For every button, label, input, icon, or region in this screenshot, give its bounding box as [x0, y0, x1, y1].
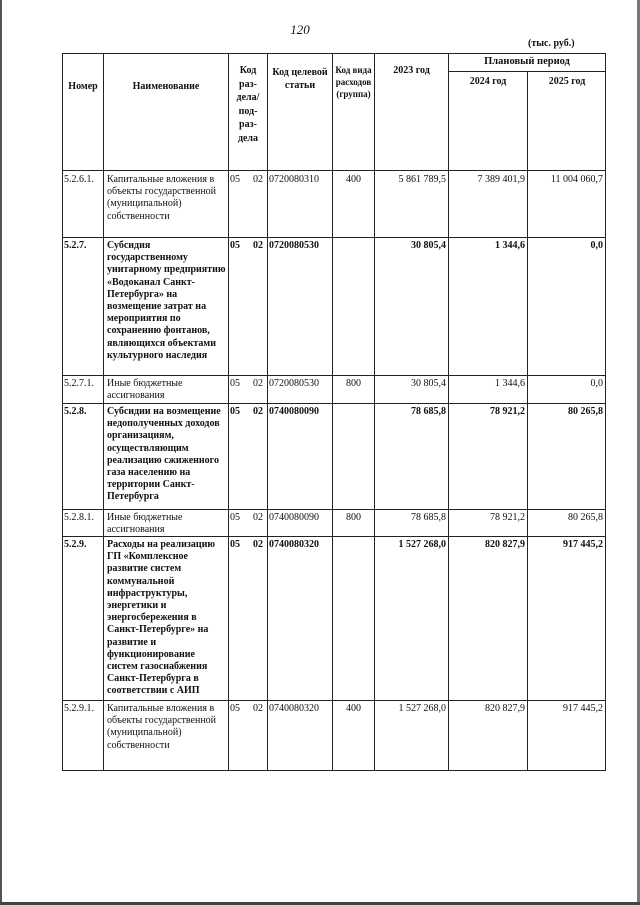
- cell-num: 5.2.6.1.: [64, 174, 94, 185]
- cell-v2025: 0,0: [590, 378, 603, 389]
- cell-v2023: 30 805,4: [411, 240, 446, 251]
- cell-sec: 05: [230, 539, 240, 550]
- cell-v2024: 820 827,9: [485, 703, 525, 714]
- cell-name: Иные бюджетные ассигнования: [107, 378, 183, 402]
- cell-num: 5.2.7.: [64, 240, 87, 251]
- row-separator: [62, 237, 606, 238]
- col-border-4: [332, 53, 333, 771]
- row-separator: [62, 375, 606, 376]
- cell-v2025: 80 265,8: [568, 406, 603, 417]
- cell-v2023: 1 527 268,0: [398, 703, 446, 714]
- cell-v2024: 78 921,2: [490, 406, 525, 417]
- header-2025: 2025 год: [548, 76, 586, 87]
- cell-v2025: 11 004 060,7: [550, 174, 603, 185]
- cell-sub: 02: [253, 539, 263, 550]
- cell-v2024: 78 921,2: [490, 512, 525, 523]
- cell-num: 5.2.7.1.: [64, 378, 94, 389]
- row-separator: [62, 536, 606, 537]
- row-separator: [62, 403, 606, 404]
- cell-v2023: 78 685,8: [411, 406, 446, 417]
- row-separator: [62, 700, 606, 701]
- header-target-code: Код целевой статьи: [272, 67, 328, 91]
- col-border-2: [228, 53, 229, 771]
- cell-sec: 05: [230, 174, 240, 185]
- scan-edge-left: [0, 0, 2, 905]
- col-border-5: [374, 53, 375, 771]
- cell-target: 0720080310: [269, 174, 319, 185]
- cell-expense: 400: [346, 174, 361, 185]
- col-border-1: [103, 53, 104, 771]
- header-bottom-border: [62, 170, 606, 171]
- cell-sub: 02: [253, 406, 263, 417]
- header-2024: 2024 год: [469, 76, 507, 87]
- cell-v2024: 1 344,6: [495, 378, 525, 389]
- cell-num: 5.2.9.1.: [64, 703, 94, 714]
- cell-expense: 800: [346, 512, 361, 523]
- cell-v2024: 820 827,9: [485, 539, 525, 550]
- header-name: Наименование: [132, 81, 200, 92]
- col-border-3: [267, 53, 268, 771]
- cell-sec: 05: [230, 406, 240, 417]
- cell-sub: 02: [253, 703, 263, 714]
- cell-name: Субсидии на возмещение недополученных доходов организациям, осуществляющим реализацию сжиженного газа населению на территории Санкт-Петербурга: [107, 406, 221, 503]
- header-section-code: Код раз-дела/ под-раз-дела: [236, 65, 260, 144]
- table-top-border: [62, 53, 606, 54]
- cell-num: 5.2.8.: [64, 406, 87, 417]
- cell-num: 5.2.8.1.: [64, 512, 94, 523]
- cell-sub: 02: [253, 512, 263, 523]
- units-label: (тыс. руб.): [528, 38, 575, 49]
- cell-name: Иные бюджетные ассигнования: [107, 512, 183, 536]
- cell-v2025: 917 445,2: [563, 703, 603, 714]
- cell-sec: 05: [230, 703, 240, 714]
- table-bottom-border: [62, 770, 606, 771]
- cell-expense: 800: [346, 378, 361, 389]
- cell-v2023: 1 527 268,0: [398, 539, 446, 550]
- cell-expense: 400: [346, 703, 361, 714]
- col-border-6: [448, 53, 449, 771]
- cell-target: 0720080530: [269, 240, 319, 251]
- cell-v2025: 0,0: [590, 240, 603, 251]
- cell-name: Капитальные вложения в объекты государственной (муниципальной) собственности: [107, 174, 217, 222]
- cell-v2023: 78 685,8: [411, 512, 446, 523]
- page-number: 120: [290, 22, 310, 37]
- col-border-7: [527, 71, 528, 771]
- cell-name: Капитальные вложения в объекты государственной (муниципальной) собственности: [107, 703, 217, 751]
- header-planned-period: Плановый период: [484, 56, 570, 67]
- cell-target: 0740080320: [269, 539, 319, 550]
- header-expense-code: Код вида расходов (группа): [335, 65, 372, 99]
- cell-num: 5.2.9.: [64, 539, 87, 550]
- row-separator: [62, 509, 606, 510]
- cell-v2023: 5 861 789,5: [398, 174, 446, 185]
- cell-target: 0740080090: [269, 406, 319, 417]
- cell-v2024: 7 389 401,9: [477, 174, 525, 185]
- cell-v2025: 80 265,8: [568, 512, 603, 523]
- col-border-0: [62, 53, 63, 771]
- col-border-8: [605, 53, 606, 771]
- header-number: Номер: [68, 81, 98, 92]
- cell-sub: 02: [253, 378, 263, 389]
- cell-sub: 02: [253, 174, 263, 185]
- cell-name: Расходы на реализацию ГП «Комплексное развитие систем коммунальной инфраструктуры, энергетики и энергосбережения в Санкт-Петербурге» на развитие и функционирование систем газоснабжения Санкт-Петербурга в соответствии с АИП: [107, 539, 216, 697]
- cell-v2025: 917 445,2: [563, 539, 603, 550]
- cell-target: 0720080530: [269, 378, 319, 389]
- cell-sub: 02: [253, 240, 263, 251]
- cell-v2024: 1 344,6: [495, 240, 525, 251]
- cell-sec: 05: [230, 512, 240, 523]
- cell-name: Субсидия государственному унитарному предприятию «Водоканал Санкт-Петербурга» на возмещение затрат на мероприятия по сохранению фонтанов, являющихся объектами культурного наследия: [107, 240, 226, 361]
- cell-v2023: 30 805,4: [411, 378, 446, 389]
- cell-sec: 05: [230, 378, 240, 389]
- cell-target: 0740080320: [269, 703, 319, 714]
- cell-target: 0740080090: [269, 512, 319, 523]
- header-2023: 2023 год: [393, 65, 430, 76]
- cell-sec: 05: [230, 240, 240, 251]
